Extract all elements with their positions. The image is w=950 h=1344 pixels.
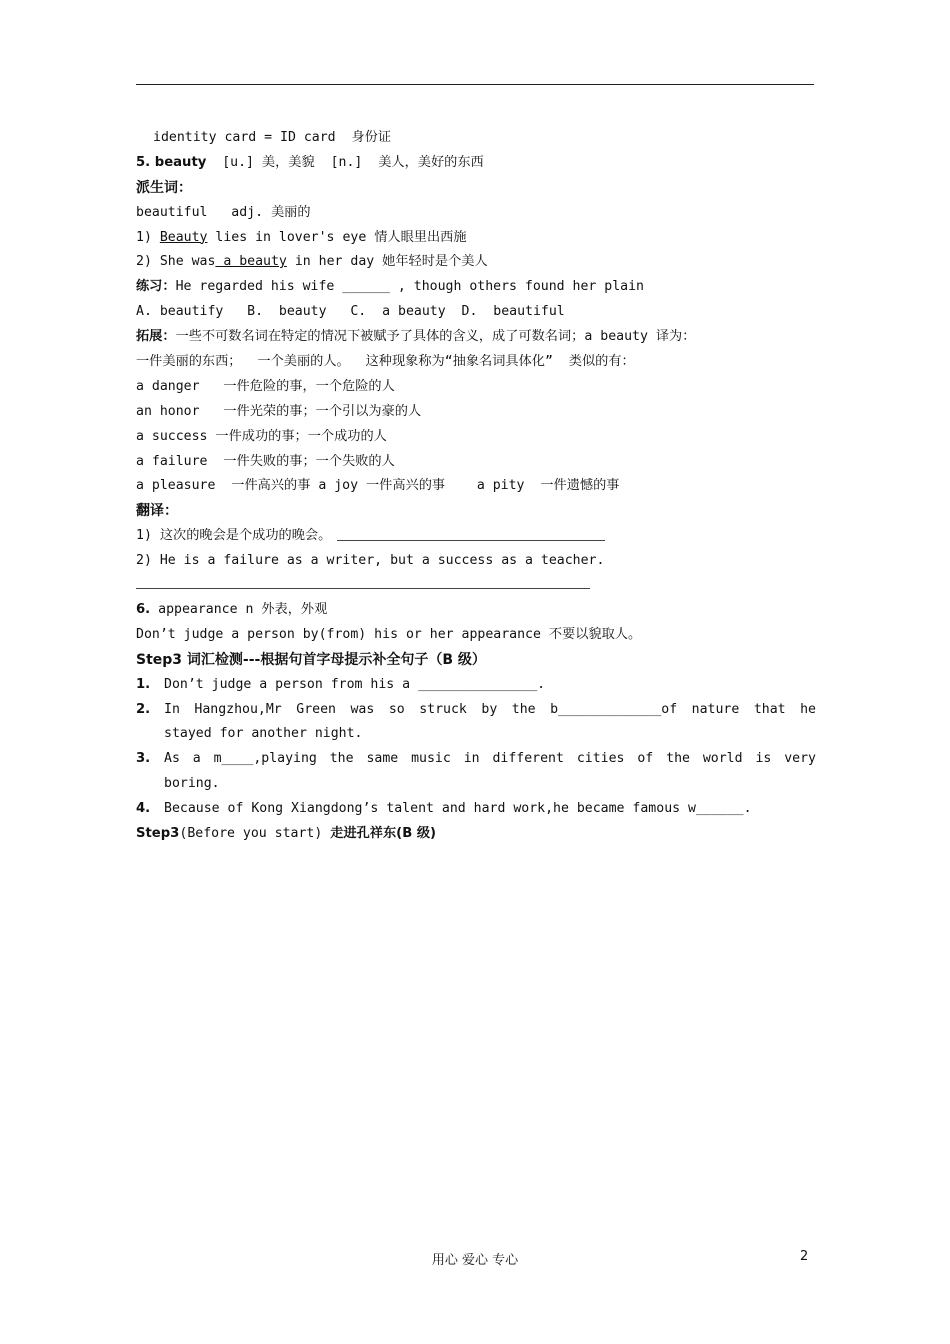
step3-before-you-start (136, 822, 816, 847)
example-2-underlined: a beauty (215, 254, 287, 270)
exercise-label: 练习： (136, 279, 176, 295)
line-a-success: a success 一件成功的事；一个成功的人 (136, 428, 387, 444)
extension-line-2: 一件美丽的东西； 一个美丽的人。 这种现象称为“抽象名词具体化” 类似的有： (136, 354, 635, 370)
footer-motto: 用心 爱心 专心 (431, 1253, 519, 1268)
step3-label: Step3 (136, 826, 180, 842)
question-3-text-b: boring. (164, 776, 220, 792)
appearance-definition: appearance n 外表，外观 (150, 602, 328, 618)
example-1-prefix: 1) (136, 229, 160, 245)
question-4 (136, 797, 816, 822)
line-identity-card: identity card = ID card 身份证 (153, 130, 392, 145)
question-3 (136, 747, 816, 797)
heading-appearance (136, 598, 816, 623)
question-2-number: 2. (136, 701, 151, 717)
question-2-text-b: stayed for another night. (164, 726, 363, 742)
translation-label: 翻译： (136, 503, 178, 520)
line-beautiful: beautiful adj. 美丽的 (136, 204, 311, 220)
question-3-number: 3. (136, 751, 151, 767)
translation-2: 2) He is a failure as a writer, but a success as a teacher. (136, 553, 605, 569)
line-a-failure: a failure 一件失败的事；一个失败的人 (136, 453, 395, 469)
extension-text: 一些不可数名词在特定的情况下被赋予了具体的含义，成了可数名词；a beauty 译为： (175, 329, 696, 345)
step3-vocab-heading: Step3 词汇检测---根据句首字母提示补全句子（B 级） (136, 651, 486, 668)
question-1 (136, 673, 816, 698)
question-4-text: Because of Kong Xiangdong’s talent and hard work,he became famous w______. (164, 801, 752, 817)
example-2-prefix: 2) She was (136, 254, 216, 270)
example-2-rest: in her day 她年轻时是个美人 (286, 254, 488, 270)
line-a-danger: a danger 一件危险的事，一个危险的人 (136, 378, 395, 394)
exercise-line (136, 275, 816, 300)
exercise-text: He regarded his wife ______ , though others found her plain (175, 279, 644, 295)
beauty-definition: [u.] 美，美貌 [n.] 美人，美好的东西 (206, 154, 484, 170)
translation-1 (136, 524, 816, 549)
derived-words-label: 派生词： (136, 179, 192, 196)
exercise-options: A. beautify B. beauty C. a beauty D. beautiful (136, 304, 565, 320)
item-number-5: 5. beauty (136, 154, 207, 170)
page-number: 2 (800, 1249, 809, 1264)
question-2-text-a: In Hangzhou,Mr Green was so struck by the b_____________of nature that he (164, 701, 816, 717)
line-an-honor: an honor 一件光荣的事；一个引以为豪的人 (136, 403, 422, 419)
extension-label: 拓展： (136, 329, 176, 345)
heading-beauty (136, 151, 816, 176)
question-3-text-a: As a m____,playing the same music in different cities of the world is very (164, 751, 816, 767)
page-content (136, 126, 816, 847)
extension-line (136, 325, 816, 350)
question-1-text: Don’t judge a person from his a _______________. (164, 676, 546, 692)
example-2 (136, 250, 816, 275)
example-1 (136, 226, 816, 251)
question-1-number: 1. (136, 676, 151, 692)
translation-1-text: 1) 这次的晚会是个成功的晚会。 (136, 528, 332, 544)
line-a-pleasure: a pleasure 一件高兴的事 a joy 一件高兴的事 a pity 一件遗憾的事 (136, 478, 620, 494)
example-1-rest: lies in lover's eye 情人眼里出西施 (207, 229, 467, 245)
before-you-start-text: (Before you start) (179, 826, 331, 842)
question-2 (136, 698, 816, 748)
question-4-number: 4. (136, 801, 151, 817)
header-rule (136, 84, 814, 85)
example-1-underlined: Beauty (159, 229, 208, 245)
item-number-6: 6. (136, 602, 151, 618)
answer-blank-2[interactable] (136, 588, 590, 589)
kong-xiangdong-heading: 走进孔祥东(B 级) (330, 826, 437, 842)
appearance-example: Don’t judge a person by(from) his or her appearance 不要以貌取人。 (136, 626, 642, 642)
answer-blank-1[interactable] (337, 527, 605, 541)
